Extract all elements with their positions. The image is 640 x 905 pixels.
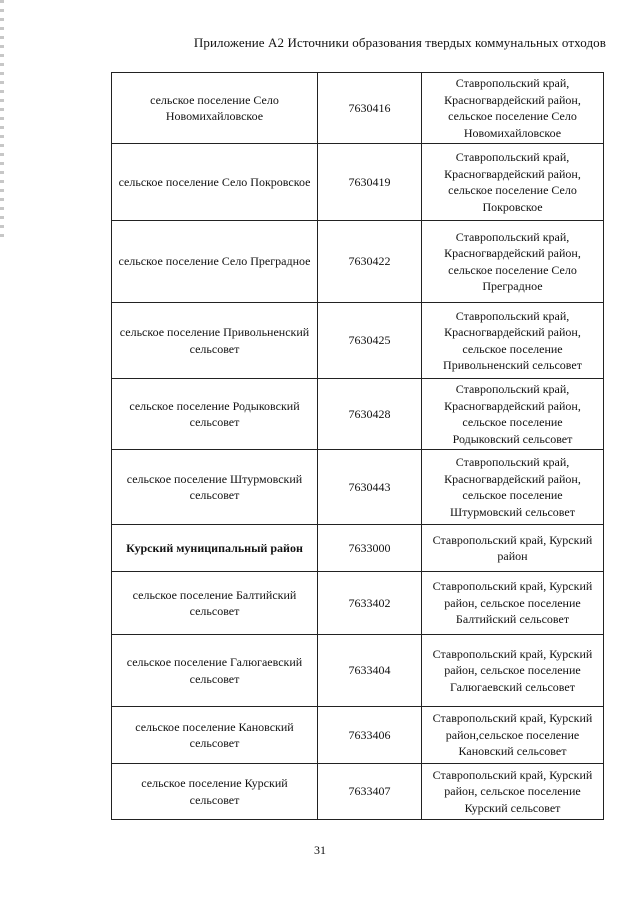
oktmo-code-cell: 7630425 [318, 303, 422, 379]
oktmo-code-cell: 7633407 [318, 764, 422, 820]
location-cell: Ставропольский край, Красногвардейский район, сельское поселение Привольненский сельсовет [422, 303, 604, 379]
table-row [112, 525, 604, 572]
oktmo-code-cell: 7633000 [318, 525, 422, 572]
table-row [112, 221, 604, 303]
oktmo-code-cell: 7633406 [318, 707, 422, 764]
oktmo-code-cell: 7630443 [318, 450, 422, 525]
settlement-name-cell: сельское поселение Село Преградное [112, 221, 318, 303]
scan-edge-marks [0, 0, 4, 240]
oktmo-code-cell: 7633404 [318, 635, 422, 707]
settlement-name-cell: сельское поселение Привольненский сельсовет [112, 303, 318, 379]
page-header: Приложение А2 Источники образования твердых коммунальных отходов [193, 35, 606, 50]
location-cell: Ставропольский край, Курский район, сельское поселение Галюгаевский сельсовет [422, 635, 604, 707]
oktmo-code-cell: 7633402 [318, 572, 422, 635]
oktmo-code-cell: 7630422 [318, 221, 422, 303]
sources-table [111, 72, 604, 820]
settlement-name-cell: сельское поселение Кановский сельсовет [112, 707, 318, 764]
location-cell: Ставропольский край, Красногвардейский район, сельское поселение Село Преградное [422, 221, 604, 303]
table-row [112, 707, 604, 764]
settlement-name-cell: сельское поселение Галюгаевский сельсовет [112, 635, 318, 707]
location-cell: Ставропольский край, Курский район [422, 525, 604, 572]
oktmo-code-cell: 7630428 [318, 379, 422, 450]
location-cell: Ставропольский край, Красногвардейский район, сельское поселение Село Покровское [422, 144, 604, 221]
table-row [112, 303, 604, 379]
table-row [112, 450, 604, 525]
page-number: 31 [314, 843, 326, 857]
settlement-name-cell: сельское поселение Родыковский сельсовет [112, 379, 318, 450]
location-cell: Ставропольский край, Курский район,сельское поселение Кановский сельсовет [422, 707, 604, 764]
settlement-name-cell: сельское поселение Балтийский сельсовет [112, 572, 318, 635]
table-row [112, 379, 604, 450]
table-row [112, 73, 604, 144]
district-name-cell: Курский муниципальный район [112, 525, 318, 572]
location-cell: Ставропольский край, Красногвардейский район, сельское поселение Штурмовский сельсовет [422, 450, 604, 525]
table-row [112, 635, 604, 707]
settlement-name-cell: сельское поселение Село Новомихайловское [112, 73, 318, 144]
location-cell: Ставропольский край, Красногвардейский район, сельское поселение Село Новомихайловское [422, 73, 604, 144]
settlement-name-cell: сельское поселение Село Покровское [112, 144, 318, 221]
table-row [112, 572, 604, 635]
location-cell: Ставропольский край, Красногвардейский район, сельское поселение Родыковский сельсовет [422, 379, 604, 450]
settlement-name-cell: сельское поселение Курский сельсовет [112, 764, 318, 820]
oktmo-code-cell: 7630419 [318, 144, 422, 221]
table-row [112, 764, 604, 820]
table-row [112, 144, 604, 221]
location-cell: Ставропольский край, Курский район, сельское поселение Балтийский сельсовет [422, 572, 604, 635]
settlement-name-cell: сельское поселение Штурмовский сельсовет [112, 450, 318, 525]
oktmo-code-cell: 7630416 [318, 73, 422, 144]
location-cell: Ставропольский край, Курский район, сельское поселение Курский сельсовет [422, 764, 604, 820]
